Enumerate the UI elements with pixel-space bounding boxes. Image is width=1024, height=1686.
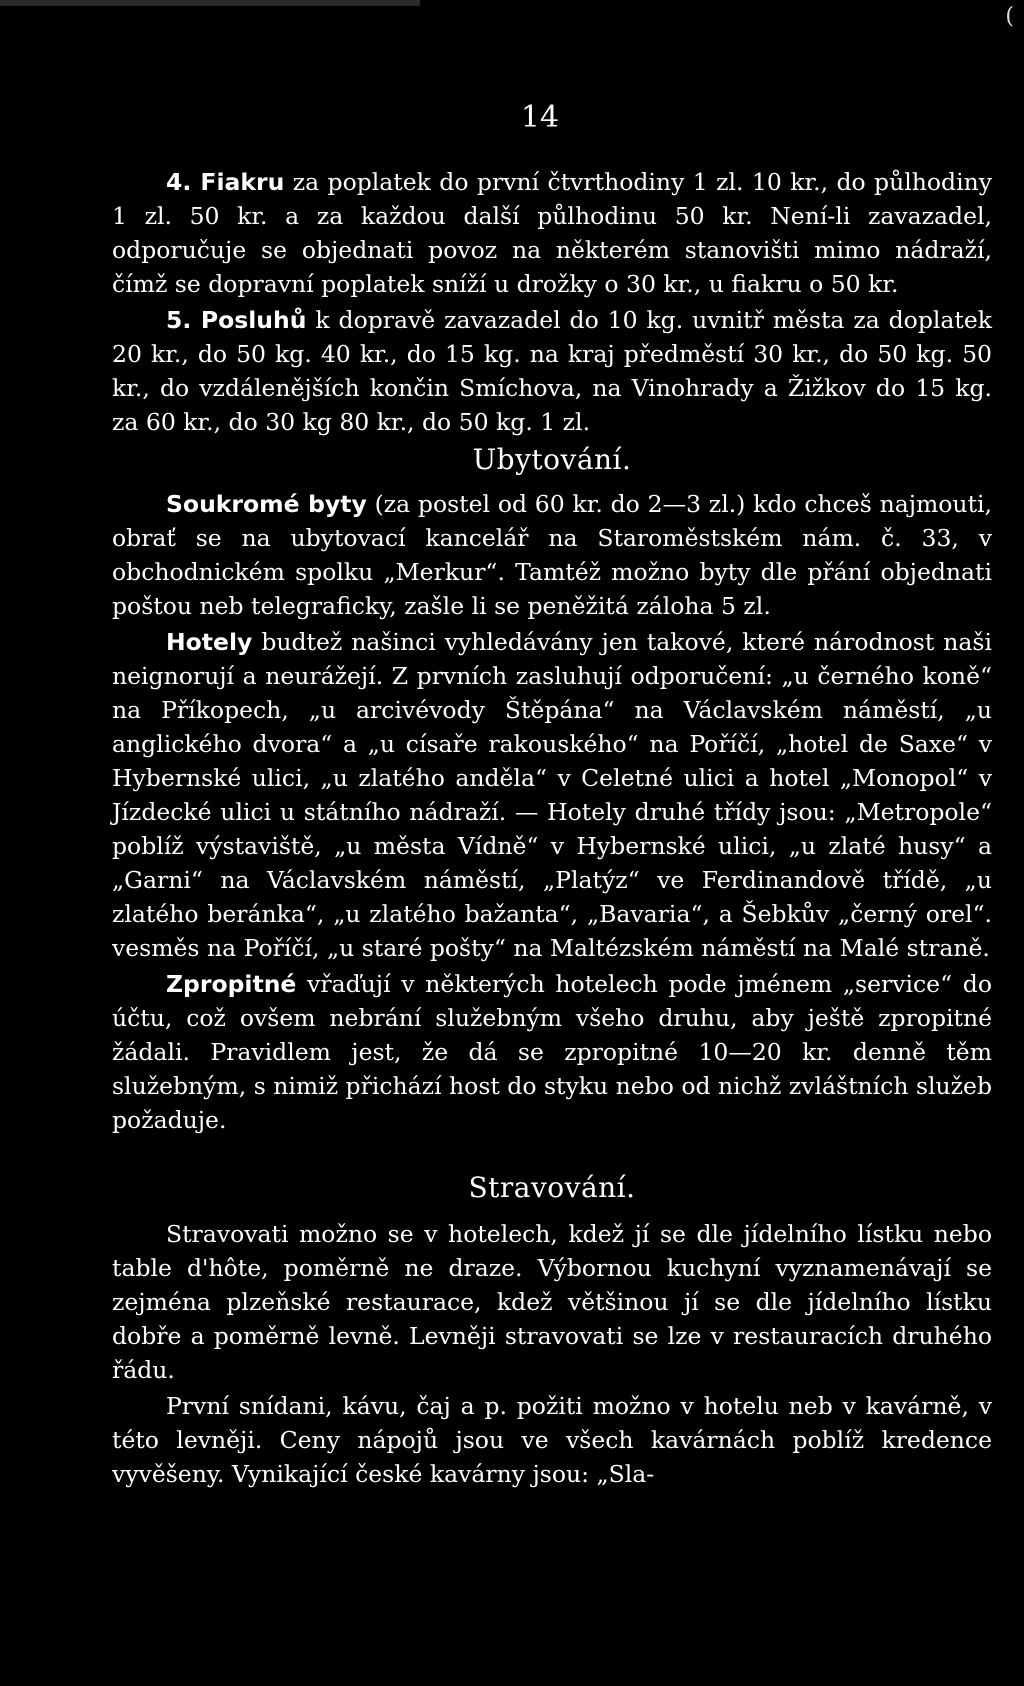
paragraph-soukrome-byty	[112, 487, 992, 623]
paragraph-text-soukrome-byty: (za postel od 60 kr. do 2—3 zl.) kdo chceš najmouti, obrať se na ubytovací kancelář na Staroměstském nám. č. 33, v obchodnickém spolku „Merkur“. Tamtéž možno byty dle přání objednati poštou neb telegraficky, zašle li se peněžitá záloha 5 zl.	[112, 490, 992, 620]
top-edge-rule	[0, 0, 420, 6]
paragraph-lead-zpropitne: Zpropitné	[166, 970, 297, 998]
paragraph-snidane: První snídani, kávu, čaj a p. požiti možno v hotelu neb v kavárně, v této levněji. Ceny nápojů jsou ve všech kavárnách poblíž kredence vyvěšeny. Vynikající české kavárny jsou: „Sla-	[112, 1392, 992, 1488]
section-heading-stravovani: Stravování.	[468, 1171, 636, 1204]
section-heading-ubytovani: Ubytování.	[472, 443, 632, 476]
paragraph-stravovani: Stravovati možno se v hotelech, kdež jí se dle jídelního lístku nebo table d'hôte, poměrně ne draze. Výbornou kuchyní vyznamenávají se zejména plzeňské restaurace, kdež většinou jí se dle jídelního lístku dobře a poměrně levně. Levněji stravovati se lze v restauracích druhého řádu.	[112, 1220, 992, 1384]
paragraph-text-fiakr: za poplatek do první čtvrthodiny 1 zl. 10 kr., do půlhodiny 1 zl. 50 kr. a za každou další půlhodinu 50 kr. Není-li zavazadel, odporučuje se objednati povoz na některém stanovišti mimo nádraží, čímž se dopravní poplatek sníží u drožky o 30 kr., u fiakru o 50 kr.	[112, 168, 993, 298]
paragraph-zpropitne	[112, 967, 992, 1137]
paragraph-lead-fiakr: 4. Fiakru	[166, 168, 285, 196]
paragraph-lead-soukrome-byty: Soukromé byty	[166, 490, 367, 518]
paragraph-lead-hotely: Hotely	[166, 628, 253, 656]
paragraph-fiakr	[112, 165, 992, 301]
page-body	[112, 165, 992, 1493]
paragraph-text-posluhu: k dopravě zavazadel do 10 kg. uvnitř města za doplatek 20 kr., do 50 kg. 40 kr., do 15 kg. na kraj předměstí 30 kr., do 50 kg. 50 kr., do vzdálenějších končin Smíchova, na Vinohrady a Žižkov do 15 kg. za 60 kr., do 30 kg 80 kr., do 50 kg. 1 zl.	[112, 306, 992, 436]
paragraph-text-hotely: budtež našinci vyhledávány jen takové, které národnost naši neignorují a neurážejí. Z prvních zasluhují odporučení: „u černého koně“ na Příkopech, „u arcivévody Štěpána“ na Václavském náměstí, „u anglického dvora“ a „u císaře rakouského“ na Poříčí, „hotel de Saxe“ v Hybernské ulici, „u zlatého anděla“ v Celetné ulici a hotel „Monopol“ v Jízdecké ulici u státního nádraží. — Hotely druhé třídy jsou: „Metropole“ poblíž výstaviště, „u města Vídně“ v Hybernské ulici, „u zlaté husy“ a „Garni“ na Václavském náměstí, „Platýz“ ve Ferdinandově třídě, „u zlatého beránka“, „u zlatého bažanta“, „Bavaria“, a Šebkův „černý orel“. vesměs na Poříčí, „u staré pošty“ na Maltézském náměstí na Malé straně.	[112, 628, 992, 962]
page-number: 14	[520, 100, 560, 135]
paragraph-lead-posluhu: 5. Posluhů	[166, 306, 307, 334]
paragraph-hotely	[112, 625, 992, 965]
paragraph-text-zpropitne: vřaďují v některých hotelech pode jménem „service“ do účtu, což ovšem nebrání služebným všeho druhu, aby ještě zpropitné žádali. Pravidlem jest, že dá se zpropitné 10—20 kr. denně těm služebným, s nimiž přichází host do styku nebo od nichž zvláštních služeb požaduje.	[112, 970, 992, 1134]
corner-mark: (	[1005, 4, 1014, 29]
paragraph-posluhu	[112, 303, 992, 439]
